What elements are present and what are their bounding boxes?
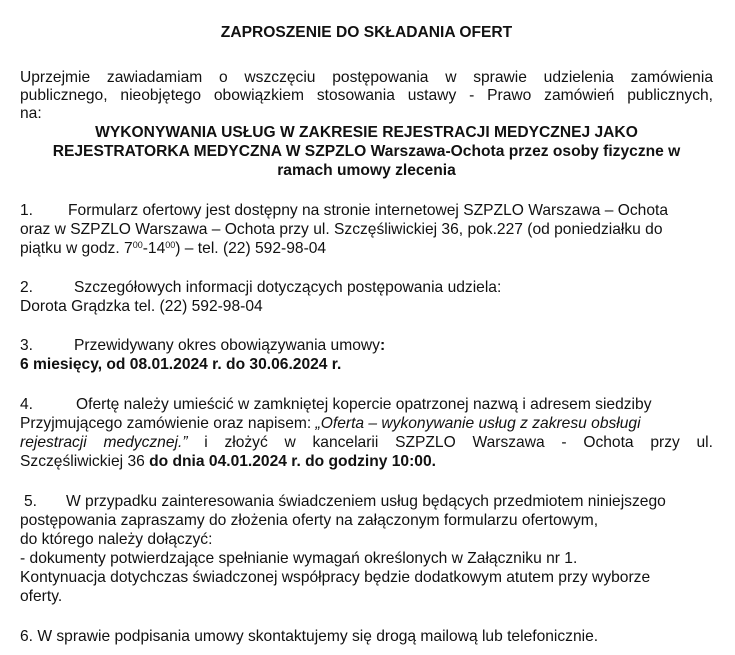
- subject-line-1: WYKONYWANIA USŁUG W ZAKRESIE REJESTRACJI MEDYCZNEJ JAKO: [95, 124, 638, 141]
- section-1-text: Formularz ofertowy jest dostępny na stronie internetowej SZPZLO Warszawa – Ochota: [68, 202, 669, 219]
- section-5-line-1: 5. W przypadku zainteresowania świadczeniem usług będących przedmiotem niniejszego: [20, 492, 713, 511]
- intro-line-2: publicznego, nieobjętego obowiązkiem stosowania ustawy - Prawo zamówień publicznych,: [20, 87, 713, 104]
- section-4-number: 4.: [20, 396, 34, 413]
- section-4-line-4: Szczęśliwickiej 36 do dnia 04.01.2024 r. do godziny 10:00.: [20, 453, 436, 470]
- section-4-line-1: 4. Ofertę należy umieścić w zamkniętej kopercie opatrzonej nazwą i adresem siedziby: [20, 396, 652, 413]
- section-5-number: 5.: [24, 493, 38, 510]
- section-3-line-1: 3. Przewidywany okres obowiązywania umowy:: [20, 337, 386, 354]
- intro-line-1: Uprzejmie zawiadamiam o wszczęciu postępowania w sprawie udzielenia zamówienia: [20, 69, 713, 86]
- section-6-line-1: 6. W sprawie podpisania umowy skontaktujemy się drogą mailową lub telefonicznie.: [20, 628, 599, 645]
- intro-line-3: na:: [20, 105, 42, 122]
- section-5-line-3: do którego należy dołączyć:: [20, 531, 213, 548]
- section-1-number: 1.: [20, 202, 34, 219]
- subject-line-3: ramach umowy zlecenia: [277, 162, 456, 179]
- document-title: ZAPROSZENIE DO SKŁADANIA OFERT: [220, 24, 513, 41]
- section-5-line-5: Kontynuacja dotychczas świadczonej współpracy będzie dodatkowym atutem przy wyborze: [20, 569, 651, 586]
- subject-line-2: REJESTRATORKA MEDYCZNA W SZPZLO Warszawa-Ochota przez osoby fizyczne w: [52, 143, 681, 160]
- section-2-number: 2.: [20, 279, 34, 296]
- section-4-line-3: rejestracji medycznej.” i złożyć w kancelarii SZPZLO Warszawa - Ochota przy ul.: [20, 434, 713, 451]
- section-5-line-2: postępowania zapraszamy do złożenia oferty na załączonym formularzu ofertowym,: [20, 512, 599, 529]
- section-3-number: 3.: [20, 337, 34, 354]
- section-2-line-1: 2. Szczegółowych informacji dotyczących postępowania udziela:: [20, 279, 502, 296]
- section-4-line-2: Przyjmującego zamówienie oraz napisem: „Oferta – wykonywanie usług z zakresu obsługi: [20, 415, 641, 432]
- section-1-line-1: [20, 201, 713, 220]
- section-1-line-3: piątku w godz. $7^{00}-14^{00}$) – tel. (22) 592-98-04: [20, 240, 327, 257]
- section-1-line-2: oraz w SZPZLO Warszawa – Ochota przy ul. Szczęśliwickiej 36, pok.227 (od poniedziałku do: [20, 221, 663, 238]
- section-5-line-6: oferty.: [20, 588, 63, 605]
- section-3-line-2: 6 miesięcy, od 08.01.2024 r. do 30.06.2024 r.: [20, 356, 342, 373]
- section-5-line-4: - dokumenty potwierdzające spełnianie wymagań określonych w Załączniku nr 1.: [20, 550, 578, 567]
- section-2-line-2: Dorota Grądzka tel. (22) 592-98-04: [20, 298, 263, 315]
